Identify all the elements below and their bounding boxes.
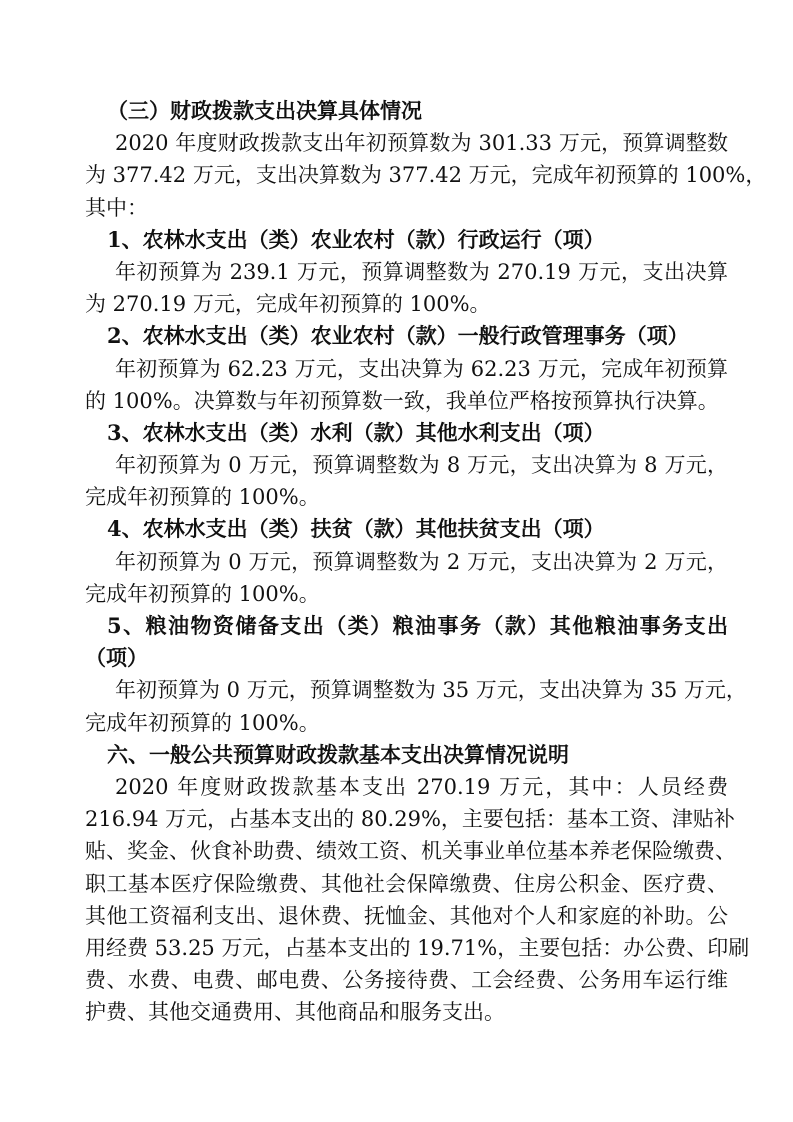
section-heading: [85, 224, 728, 256]
section-heading: [85, 417, 728, 449]
section-heading: [85, 513, 728, 545]
text-line: 六、一般公共预算财政拨款基本支出决算情况说明: [107, 741, 569, 767]
text-line: 为 270.19 万元，完成年初预算的 100%。: [85, 292, 491, 317]
text-line: 2020 年度财政拨款支出年初预算数为 301.33 万元，预算调整数: [115, 131, 728, 156]
text-line: （三）财政拨款支出决算具体情况: [107, 98, 422, 123]
text-line: 其中：: [85, 195, 148, 220]
paragraph: [85, 449, 728, 513]
text-line: 216.94 万元，占基本支出的 80.29%，主要包括：基本工资、津贴补: [85, 807, 735, 832]
paragraph: [85, 546, 728, 610]
text-line: 3、农林水支出（类）水利（款）其他水利支出（项）: [107, 419, 605, 445]
text-line: 贴、奖金、伙食补助费、绩效工资、机关事业单位基本养老保险缴费、: [85, 839, 736, 864]
text-line: 完成年初预算的 100%。: [85, 485, 320, 510]
text-line: 其他工资福利支出、退休费、抚恤金、其他对个人和家庭的补助。公: [85, 903, 728, 928]
text-line: 完成年初预算的 100%。: [85, 710, 320, 735]
text-line: 5、粮油物资储备支出（类）粮油事务（款）其他粮油事务支出: [107, 613, 728, 638]
text-line: 护费、其他交通费用、其他商品和服务支出。: [85, 1000, 505, 1025]
text-line: 年初预算为 0 万元，预算调整数为 8 万元，支出决算为 8 万元，: [115, 453, 728, 478]
text-line: 年初预算为 239.1 万元，预算调整数为 270.19 万元，支出决算: [115, 259, 728, 284]
text-line: 2、农林水支出（类）农业农村（款）一般行政管理事务（项）: [107, 323, 689, 349]
text-line: 2020 年度财政拨款基本支出 270.19 万元，其中：人员经费: [115, 774, 728, 799]
paragraph: [85, 674, 747, 738]
paragraph: [85, 256, 728, 320]
text-line: 用经费 53.25 万元，占基本支出的 19.71%，主要包括：办公费、印刷: [85, 935, 750, 960]
text-line: 年初预算为 0 万元，预算调整数为 2 万元，支出决算为 2 万元，: [115, 549, 728, 574]
text-line: 年初预算为 0 万元，预算调整数为 35 万元，支出决算为 35 万元，: [115, 678, 747, 703]
paragraph: [85, 353, 728, 417]
section-heading: [85, 610, 728, 674]
text-line: 费、水费、电费、邮电费、公务接待费、工会经费、公务用车运行维: [85, 968, 728, 993]
text-line: 职工基本医疗保险缴费、其他社会保障缴费、住房公积金、医疗费、: [85, 871, 728, 896]
text-line: 年初预算为 62.23 万元，支出决算为 62.23 万元，完成年初预算: [115, 356, 728, 381]
paragraph: [85, 771, 750, 1029]
text-line: 为 377.42 万元，支出决算数为 377.42 万元，完成年初预算的 100%，: [85, 163, 767, 188]
document-body: [85, 95, 767, 1028]
section-heading: [85, 320, 728, 352]
section-heading: [85, 739, 728, 771]
text-line: 1、农林水支出（类）农业农村（款）行政运行（项）: [107, 226, 605, 252]
text-line: 完成年初预算的 100%。: [85, 581, 320, 606]
section-heading: [85, 95, 728, 127]
text-line: （项）: [85, 645, 148, 671]
text-line: 的 100%。决算数与年初预算数一致，我单位严格按预算执行决算。: [85, 388, 719, 413]
paragraph: [85, 127, 767, 224]
text-line: 4、农林水支出（类）扶贫（款）其他扶贫支出（项）: [107, 516, 605, 542]
